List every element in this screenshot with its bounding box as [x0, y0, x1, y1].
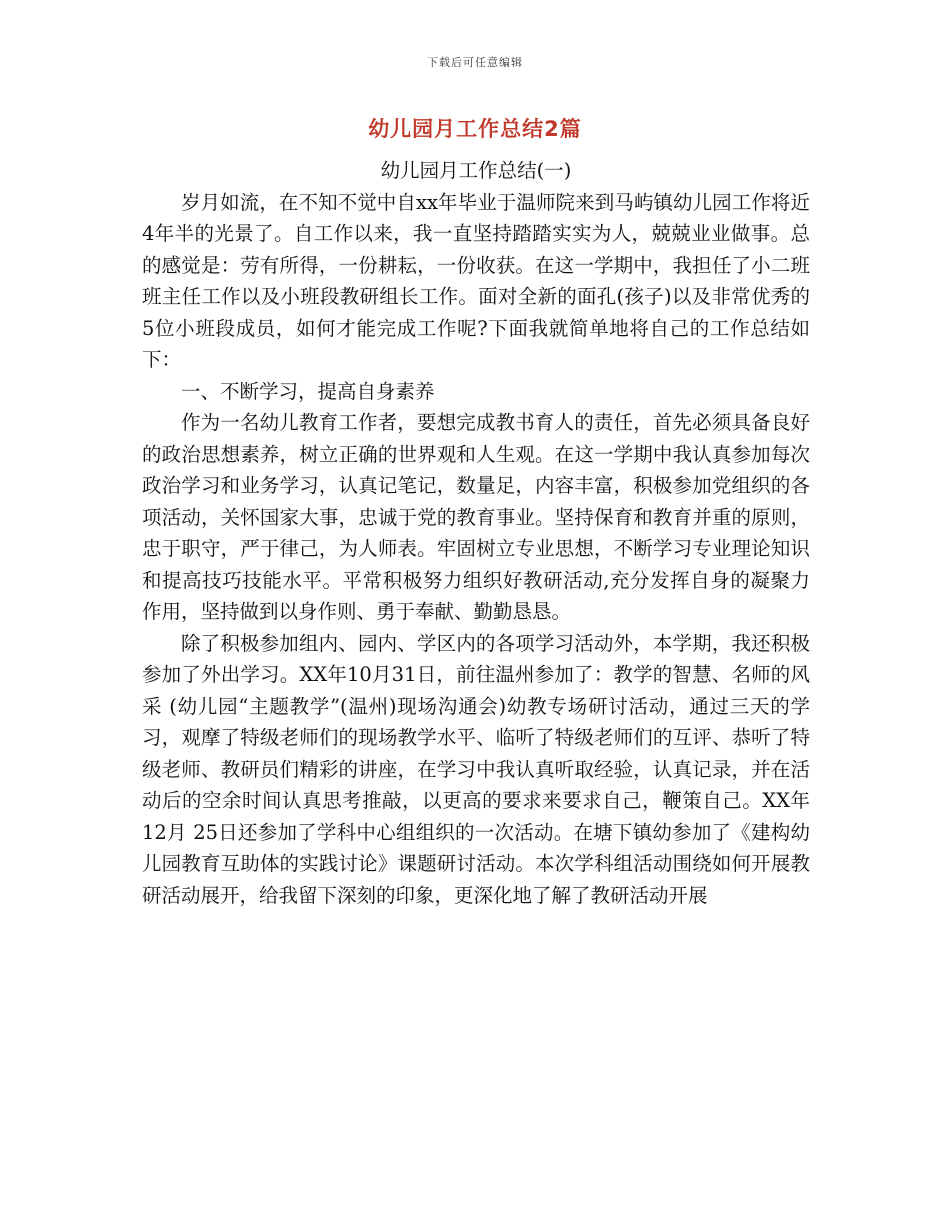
paragraph-intro: 岁月如流，在不知不觉中自xx年毕业于温师院来到马屿镇幼儿园工作将近4年半的光景了。自工作以来，我一直坚持踏踏实实为人，兢兢业业做事。总的感觉是：劳有所得，一份耕耘，一份收获。在这一学期中，我担任了小二班班主任工作以及小班段教研组长工作。面对全新的面孔(孩子)以及非常优秀的5位小班段成员，如何才能完成工作呢?下面我就简单地将自己的工作总结如下： — [142, 190, 810, 371]
document-subtitle: 幼儿园月工作总结(一) — [380, 159, 572, 182]
section-heading: 一、不断学习，提高自身素养 — [181, 379, 435, 403]
document-title: 幼儿园月工作总结2篇 — [368, 117, 582, 141]
header-note: 下载后可任意编辑 — [427, 56, 523, 69]
document-body — [142, 155, 810, 911]
paragraph-study: 作为一名幼儿教育工作者，要想完成教书育人的责任，首先必须具备良好的政治思想素养，树立正确的世界观和人生观。在这一学期中我认真参加每次政治学习和业务学习，认真记笔记，数量足，内容丰富，积极参加党组织的各项活动，关怀国家大事，忠诚于党的教育事业。坚持保育和教育并重的原则，忠于职守，严于律己，为人师表。牢固树立专业思想，不断学习专业理论知识和提高技巧技能水平。平常积极努力组织好教研活动,充分发挥自身的凝聚力作用，坚持做到以身作则、勇于奉献、勤勤恳恳。 — [142, 411, 810, 623]
paragraph-external-study: 除了积极参加组内、园内、学区内的各项学习活动外，本学期，我还积极参加了外出学习。XX年10月31日，前往温州参加了：教学的智慧、名师的风采 (幼儿园“主题教学”(温州)现场沟通会)幼教专场研讨活动，通过三天的学习，观摩了特级老师们的现场教学水平、临听了特级老师们的互评、恭听了特级老师、教研员们精彩的讲座，在学习中我认真听取经验，认真记录，并在活动后的空余时间认真思考推敲，以更高的要求来要求自己，鞭策自己。XX年12月 25日还参加了学科中心组组织的一次活动。在塘下镇幼参加了《建构幼儿园教育互助体的实践讨论》课题研讨活动。本次学科组活动围绕如何开展教研活动展开，给我留下深刻的印象，更深化地了解了教研活动开展 — [142, 631, 810, 907]
